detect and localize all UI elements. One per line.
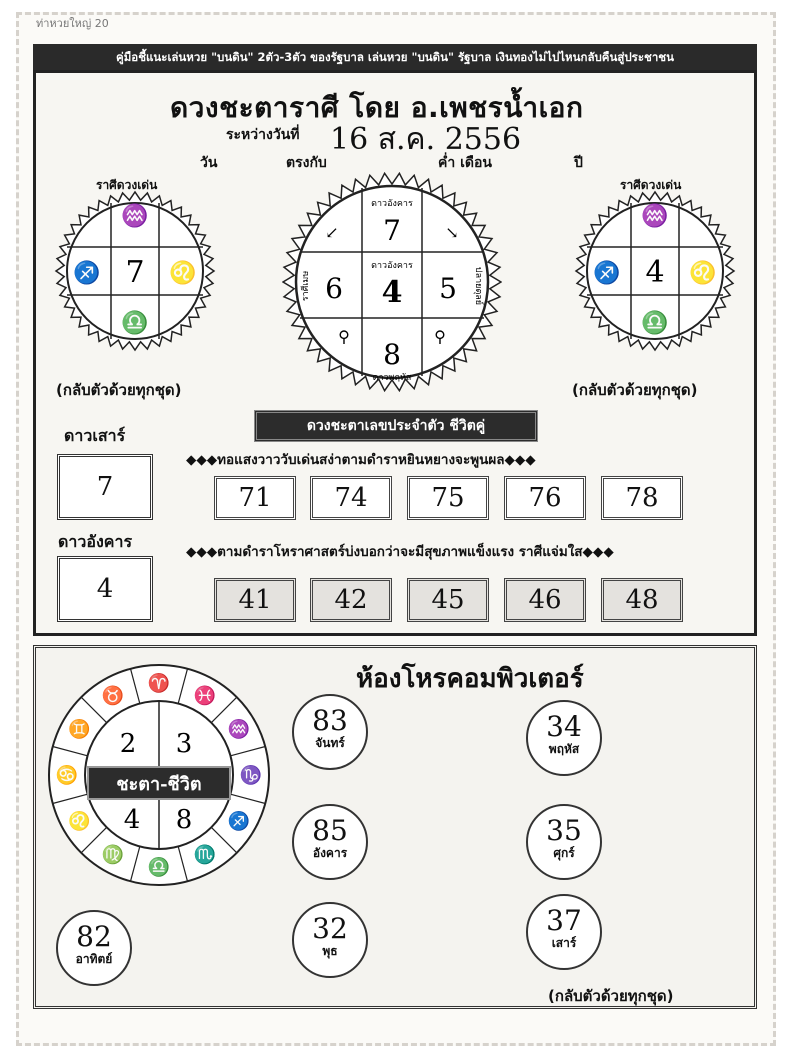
- lucky-number: 46: [504, 578, 586, 622]
- zodiac-sign-icon: ♍: [101, 844, 125, 866]
- lucky-number: 71: [214, 476, 296, 520]
- lucky-number: 48: [601, 578, 683, 622]
- center-horoscope-wheel: [282, 172, 502, 392]
- left-chart-back-note: (กลับตัวด้วยทุกชุด): [56, 381, 182, 399]
- year-label: ปี: [574, 155, 583, 171]
- center-main-number: 4: [381, 275, 403, 310]
- lucky-number: 74: [310, 476, 392, 520]
- weekday-number-circle: 35 ศุกร์: [526, 804, 602, 880]
- zodiac-sign-icon: ♊: [68, 719, 91, 740]
- key-icon: ⚲: [338, 327, 350, 346]
- mars-number-box: 4: [57, 556, 153, 622]
- date-label: ระหว่างวันที่: [226, 127, 300, 143]
- libra-icon: ♎: [641, 311, 669, 336]
- match-label: ตรงกับ: [286, 155, 327, 171]
- zodiac-sign-icon: ♈: [147, 673, 171, 694]
- zodiac-sign-icon: ♒: [227, 719, 250, 740]
- svg-text:ดาวพฤหัส: ดาวพฤหัส: [372, 373, 412, 383]
- weekday-number-circle: 37 เสาร์: [526, 894, 602, 970]
- leo-icon: ♌: [169, 261, 197, 286]
- lucky-number: 45: [407, 578, 489, 622]
- aquarius-icon: ♒: [641, 204, 669, 229]
- key-icon: ⚲: [434, 327, 446, 346]
- life-wheel-label: ชะตา-ชีวิต: [116, 774, 202, 795]
- lucky-number: 41: [214, 578, 296, 622]
- lucky-number: 76: [504, 476, 586, 520]
- zodiac-sign-icon: ♌: [68, 811, 91, 832]
- life-number-tl: 2: [119, 729, 137, 759]
- zodiac-sign-icon: ♎: [147, 857, 171, 878]
- libra-icon: ♎: [121, 311, 149, 336]
- page-header: ท่าหวยใหญ่ 20: [36, 17, 109, 30]
- left-horoscope-wheel: [54, 190, 216, 352]
- bottom-back-note: (กลับตัวด้วยทุกชุด): [548, 987, 674, 1005]
- weekday-number-circle: 34 พฤหัส: [526, 700, 602, 776]
- saturn-number-box: 7: [57, 454, 153, 520]
- computer-astrology-heading: ห้องโหรคอมพิวเตอร์: [356, 664, 584, 694]
- life-number-tr: 3: [175, 729, 193, 759]
- personal-number-banner: ดวงชะตาเลขประจำตัว ชีวิตคู่: [254, 410, 538, 442]
- right-horoscope-wheel: [574, 190, 736, 352]
- mars-label: ดาวอังคาร: [58, 532, 133, 551]
- zodiac-sign-icon: ♓: [193, 685, 217, 707]
- life-number-br: 8: [175, 805, 193, 835]
- weekday-number-circle: 85 อังคาร: [292, 804, 368, 880]
- right-chart-back-note: (กลับตัวด้วยทุกชุด): [572, 381, 698, 399]
- svg-text:ปลายตุลย์: ปลายตุลย์: [473, 266, 483, 306]
- center-right-number: 5: [439, 272, 457, 305]
- prophecy-line-1: ◆◆◆ทอแสงวาววับเด่นสง่าตามดำราหยินหยางจะพูนผล◆◆◆: [186, 452, 536, 468]
- weekday-number-circle: 32 พุธ: [292, 902, 368, 978]
- svg-text:ราศีเมษ: ราศีเมษ: [301, 270, 311, 302]
- right-chart-number: 4: [645, 255, 665, 290]
- center-bottom-number: 8: [383, 338, 401, 371]
- page-title: ดวงชะตาราศี โดย อ.เพชรน้ำเอก: [170, 91, 584, 124]
- svg-text:ดาวอังคาร: ดาวอังคาร: [371, 199, 413, 209]
- prophecy-line-2: ◆◆◆ตามดำราโหราศาสตร์บ่งบอกว่าจะมีสุขภาพแข็งแรง ราศีแจ่มใส◆◆◆: [186, 544, 614, 560]
- day-label: วัน: [200, 155, 218, 171]
- right-chart-label: ราศีดวงเด่น: [620, 178, 682, 192]
- scroll-icon: ↘: [445, 223, 459, 242]
- zodiac-sign-icon: ♐: [227, 811, 250, 832]
- weekday-number-circle: 82 อาทิตย์: [56, 910, 132, 986]
- zodiac-sign-icon: ♑: [239, 765, 263, 786]
- svg-text:ดาวอังคาร: ดาวอังคาร: [371, 261, 413, 271]
- top-banner: คู่มือชี้แนะเล่นหวย "บนดิน" 2ตัว-3ตัว ของรัฐบาล เล่นหวย "บนดิน" รัฐบาล เงินทองไม่ไปไหนกลับคืนสู่ประชาชน: [33, 44, 757, 70]
- center-left-number: 6: [325, 272, 343, 305]
- center-top-number: 7: [383, 214, 401, 247]
- lucky-number: 42: [310, 578, 392, 622]
- life-zodiac-wheel: [44, 660, 274, 890]
- sagittarius-icon: ♐: [593, 261, 621, 286]
- scroll-icon: ↙: [325, 223, 339, 242]
- lucky-number: 75: [407, 476, 489, 520]
- leo-icon: ♌: [689, 261, 717, 286]
- zodiac-sign-icon: ♏: [193, 844, 217, 866]
- life-number-bl: 4: [123, 805, 141, 835]
- zodiac-sign-icon: ♋: [55, 765, 79, 786]
- left-chart-number: 7: [125, 255, 145, 290]
- date-value: 16 ส.ค. 2556: [330, 122, 522, 157]
- lucky-number: 78: [601, 476, 683, 520]
- zodiac-sign-icon: ♉: [101, 685, 125, 707]
- sagittarius-icon: ♐: [73, 261, 101, 286]
- aquarius-icon: ♒: [121, 204, 149, 229]
- weekday-number-circle: 83 จันทร์: [292, 694, 368, 770]
- saturn-label: ดาวเสาร์: [64, 426, 126, 445]
- left-chart-label: ราศีดวงเด่น: [96, 178, 158, 192]
- lunar-month-label: ค่ำ เดือน: [438, 155, 492, 171]
